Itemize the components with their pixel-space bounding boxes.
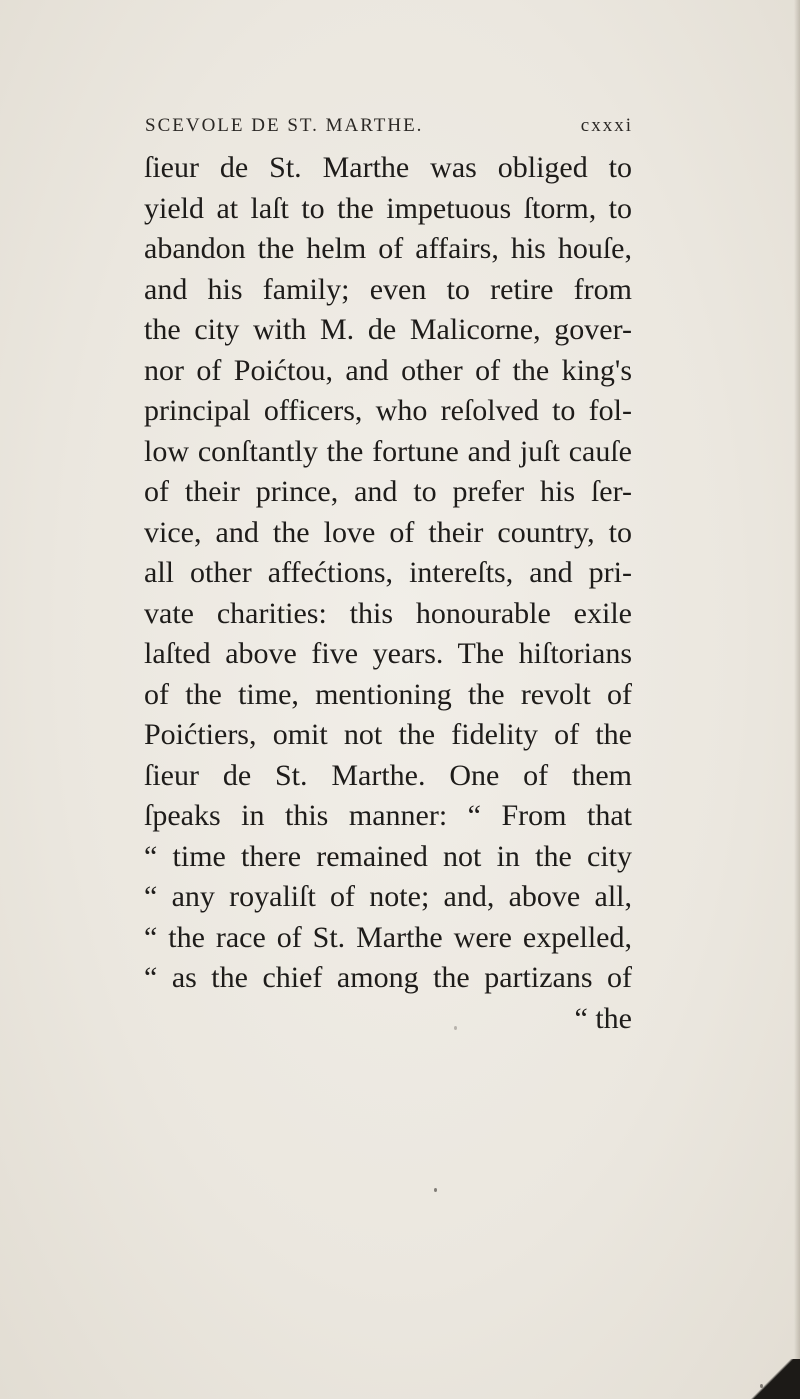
text-line: and his family; even to retire from <box>144 272 632 306</box>
text-line: low conſtantly the fortune and juſt cauſe <box>144 434 632 468</box>
text-line: principal officers, who reſolved to fol- <box>144 394 632 427</box>
text-line: all other affećtions, intereſts, and pri- <box>144 556 632 589</box>
text-line: abandon the helm of affairs, his houſe, <box>144 232 632 265</box>
catchword-line: “ the <box>574 1001 632 1035</box>
text-line: vice, and the love of their country, to <box>144 515 632 549</box>
text-line: “ the race of St. Marthe were expelled, <box>144 920 632 954</box>
text-line: vate charities: this honourable exile <box>144 596 632 630</box>
paper-speck <box>454 1026 457 1030</box>
page-header <box>145 115 633 141</box>
paper-speck <box>434 1188 437 1192</box>
page-number: cxxxi <box>580 115 633 136</box>
text-line: “ as the chief among the partizans of <box>144 961 632 994</box>
page-edge-shadow <box>794 0 800 1399</box>
running-title: SCEVOLE DE ST. MARTHE. <box>145 115 424 136</box>
text-line: “ time there remained not in the city <box>144 839 632 873</box>
text-line: ſieur de St. Marthe. One of them <box>144 758 632 792</box>
text-line: ſpeaks in this manner: “ From that <box>144 799 632 832</box>
text-line: nor of Poićtou, and other of the king's <box>144 353 632 387</box>
text-line: yield at laſt to the impetuous ſtorm, to <box>144 191 632 225</box>
text-line: of their prince, and to prefer his ſer- <box>144 475 632 508</box>
body-text <box>144 148 632 1039</box>
text-line: of the time, mentioning the revolt of <box>144 677 632 711</box>
text-line: ſieur de St. Marthe was obliged to <box>144 151 632 184</box>
text-line: Poićtiers, omit not the fidelity of the <box>144 718 632 751</box>
text-line: laſted above five years. The hiſtorians <box>144 637 632 670</box>
text-line: the city with M. de Malicorne, gover- <box>144 313 632 346</box>
scan-corner-shadow <box>730 1359 800 1399</box>
text-line: “ any royaliſt of note; and, above all, <box>144 880 632 913</box>
